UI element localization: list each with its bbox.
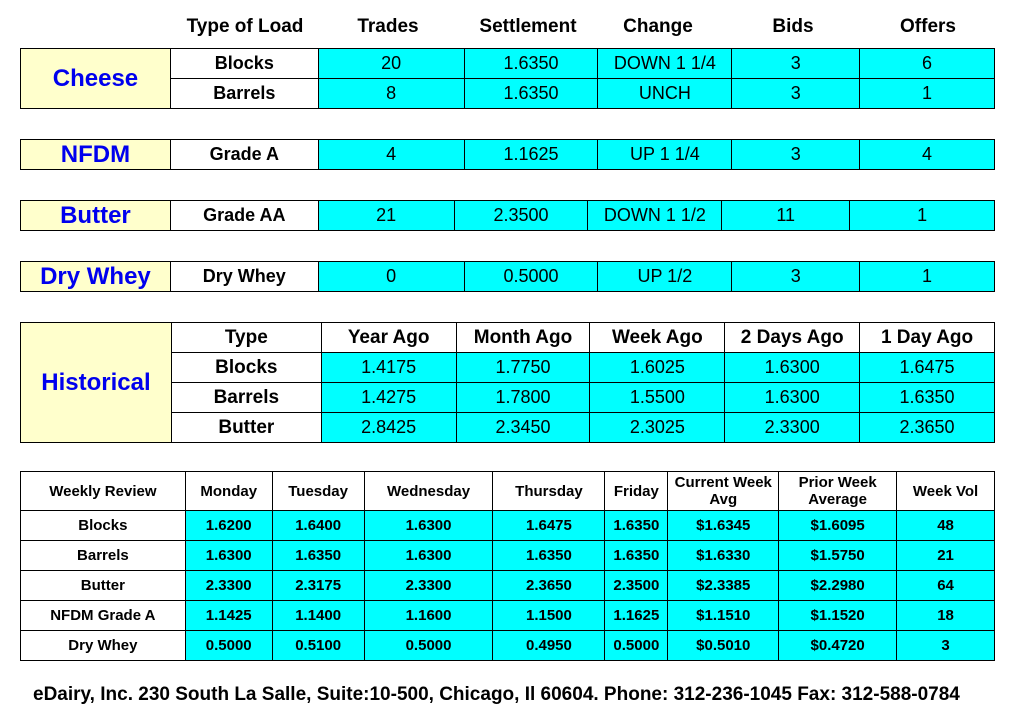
historical-header-week-ago: Week Ago bbox=[590, 323, 725, 353]
nfdm-trades: 4 bbox=[318, 140, 464, 170]
butter-trades: 21 bbox=[318, 201, 454, 231]
weekly-row bbox=[21, 631, 995, 661]
dry-whey-table bbox=[20, 261, 995, 292]
weekly-cell: 1.1400 bbox=[272, 601, 364, 631]
weekly-row bbox=[21, 571, 995, 601]
weekly-row bbox=[21, 541, 995, 571]
weekly-cell: 1.6300 bbox=[185, 541, 272, 571]
historical-cell: 1.5500 bbox=[590, 383, 725, 413]
weekly-row-label: Blocks bbox=[21, 511, 186, 541]
nfdm-type: Grade A bbox=[170, 140, 318, 170]
nfdm-table bbox=[20, 139, 995, 170]
dry-whey-settlement: 0.5000 bbox=[464, 262, 598, 292]
dry-whey-offers: 1 bbox=[860, 262, 995, 292]
cheese-barrels-change: UNCH bbox=[598, 79, 732, 109]
weekly-cell: 0.4950 bbox=[493, 631, 605, 661]
cheese-blocks-trades: 20 bbox=[318, 49, 464, 79]
weekly-row-label: NFDM Grade A bbox=[21, 601, 186, 631]
nfdm-change: UP 1 1/4 bbox=[598, 140, 732, 170]
weekly-cell: 1.6300 bbox=[364, 541, 493, 571]
weekly-cell: 1.1600 bbox=[364, 601, 493, 631]
weekly-row-label: Butter bbox=[21, 571, 186, 601]
historical-cell: 1.6025 bbox=[590, 353, 725, 383]
weekly-header-tuesday: Tuesday bbox=[272, 472, 364, 511]
weekly-cell: $1.1520 bbox=[779, 601, 897, 631]
weekly-cell: 1.6300 bbox=[364, 511, 493, 541]
historical-header-month-ago: Month Ago bbox=[456, 323, 590, 353]
weekly-cell: 0.5000 bbox=[185, 631, 272, 661]
weekly-cell: 0.5000 bbox=[364, 631, 493, 661]
historical-cell: 2.8425 bbox=[321, 413, 456, 443]
weekly-row bbox=[21, 511, 995, 541]
cheese-table bbox=[20, 48, 995, 109]
dry-whey-change: UP 1/2 bbox=[598, 262, 732, 292]
historical-row-label: Butter bbox=[171, 413, 321, 443]
weekly-header-week-vol: Week Vol bbox=[897, 472, 995, 511]
historical-label: Historical bbox=[21, 323, 172, 443]
butter-settlement: 2.3500 bbox=[454, 201, 588, 231]
historical-cell: 1.7800 bbox=[456, 383, 590, 413]
weekly-header-wednesday: Wednesday bbox=[364, 472, 493, 511]
weekly-cell: $1.6330 bbox=[668, 541, 779, 571]
cheese-barrels-trades: 8 bbox=[318, 79, 464, 109]
header-bids: Bids bbox=[772, 16, 814, 37]
weekly-cell: $2.3385 bbox=[668, 571, 779, 601]
cheese-label: Cheese bbox=[21, 49, 171, 109]
weekly-cell: 1.6350 bbox=[272, 541, 364, 571]
weekly-row-label: Barrels bbox=[21, 541, 186, 571]
weekly-cell: 2.3300 bbox=[185, 571, 272, 601]
historical-cell: 2.3025 bbox=[590, 413, 725, 443]
weekly-header-monday: Monday bbox=[185, 472, 272, 511]
weekly-cell: $1.1510 bbox=[668, 601, 779, 631]
historical-cell: 2.3300 bbox=[725, 413, 860, 443]
cheese-barrels-settlement: 1.6350 bbox=[464, 79, 598, 109]
historical-header-type: Type bbox=[171, 323, 321, 353]
footer-contact: eDairy, Inc. 230 South La Salle, Suite:10-500, Chicago, Il 60604. Phone: 312-236-1045 Fax: 312-588-0784 bbox=[33, 684, 960, 705]
weekly-cell: 1.6400 bbox=[272, 511, 364, 541]
weekly-cell: 2.3175 bbox=[272, 571, 364, 601]
weekly-cell: $1.6095 bbox=[779, 511, 897, 541]
weekly-cell: 2.3500 bbox=[605, 571, 668, 601]
header-change: Change bbox=[623, 16, 693, 37]
weekly-review-table bbox=[20, 471, 995, 661]
weekly-header-friday: Friday bbox=[605, 472, 668, 511]
weekly-header-thursday: Thursday bbox=[493, 472, 605, 511]
weekly-cell: 3 bbox=[897, 631, 995, 661]
historical-cell: 1.6350 bbox=[860, 383, 995, 413]
butter-bids: 11 bbox=[722, 201, 850, 231]
weekly-header-current-week-avg: Current Week Avg bbox=[668, 472, 779, 511]
weekly-cell: $0.5010 bbox=[668, 631, 779, 661]
weekly-cell: 0.5100 bbox=[272, 631, 364, 661]
historical-row-label: Blocks bbox=[171, 353, 321, 383]
butter-type: Grade AA bbox=[170, 201, 318, 231]
historical-header-1-day-ago: 1 Day Ago bbox=[860, 323, 995, 353]
cheese-blocks-offers: 6 bbox=[860, 49, 995, 79]
weekly-cell: 1.1625 bbox=[605, 601, 668, 631]
nfdm-label: NFDM bbox=[21, 140, 171, 170]
weekly-cell: 48 bbox=[897, 511, 995, 541]
weekly-cell: 1.6200 bbox=[185, 511, 272, 541]
cheese-blocks-settlement: 1.6350 bbox=[464, 49, 598, 79]
dry-whey-label: Dry Whey bbox=[21, 262, 171, 292]
weekly-row bbox=[21, 601, 995, 631]
cheese-barrels-offers: 1 bbox=[860, 79, 995, 109]
historical-cell: 2.3650 bbox=[860, 413, 995, 443]
weekly-cell: 1.6350 bbox=[493, 541, 605, 571]
weekly-row-label: Dry Whey bbox=[21, 631, 186, 661]
historical-cell: 1.6475 bbox=[860, 353, 995, 383]
weekly-cell: 1.6350 bbox=[605, 511, 668, 541]
historical-row-label: Barrels bbox=[171, 383, 321, 413]
historical-cell: 2.3450 bbox=[456, 413, 590, 443]
nfdm-bids: 3 bbox=[732, 140, 860, 170]
dry-whey-bids: 3 bbox=[732, 262, 860, 292]
header-settlement: Settlement bbox=[479, 16, 577, 37]
historical-header-year-ago: Year Ago bbox=[321, 323, 456, 353]
header-type-of-load: Type of Load bbox=[186, 16, 304, 37]
cheese-barrels-type: Barrels bbox=[170, 79, 318, 109]
weekly-cell: 1.6475 bbox=[493, 511, 605, 541]
historical-table bbox=[20, 322, 995, 443]
weekly-cell: 2.3650 bbox=[493, 571, 605, 601]
butter-offers: 1 bbox=[850, 201, 995, 231]
weekly-cell: $2.2980 bbox=[779, 571, 897, 601]
cheese-blocks-type: Blocks bbox=[170, 49, 318, 79]
historical-cell: 1.4275 bbox=[321, 383, 456, 413]
weekly-header-review: Weekly Review bbox=[21, 472, 186, 511]
weekly-cell: 2.3300 bbox=[364, 571, 493, 601]
weekly-cell: 21 bbox=[897, 541, 995, 571]
weekly-cell: 18 bbox=[897, 601, 995, 631]
weekly-cell: 1.1425 bbox=[185, 601, 272, 631]
historical-cell: 1.6300 bbox=[725, 353, 860, 383]
butter-change: DOWN 1 1/2 bbox=[588, 201, 722, 231]
butter-label: Butter bbox=[21, 201, 171, 231]
weekly-header-prior-week-average: Prior Week Average bbox=[779, 472, 897, 511]
weekly-cell: $1.6345 bbox=[668, 511, 779, 541]
dry-whey-trades: 0 bbox=[318, 262, 464, 292]
nfdm-offers: 4 bbox=[860, 140, 995, 170]
weekly-cell: 0.5000 bbox=[605, 631, 668, 661]
weekly-cell: $0.4720 bbox=[779, 631, 897, 661]
weekly-cell: $1.5750 bbox=[779, 541, 897, 571]
weekly-cell: 1.1500 bbox=[493, 601, 605, 631]
historical-cell: 1.7750 bbox=[456, 353, 590, 383]
butter-table bbox=[20, 200, 995, 231]
dry-whey-type: Dry Whey bbox=[170, 262, 318, 292]
historical-header-2-days-ago: 2 Days Ago bbox=[725, 323, 860, 353]
cheese-blocks-change: DOWN 1 1/4 bbox=[598, 49, 732, 79]
nfdm-settlement: 1.1625 bbox=[464, 140, 598, 170]
cheese-blocks-bids: 3 bbox=[732, 49, 860, 79]
historical-cell: 1.4175 bbox=[321, 353, 456, 383]
weekly-cell: 64 bbox=[897, 571, 995, 601]
weekly-cell: 1.6350 bbox=[605, 541, 668, 571]
header-offers: Offers bbox=[900, 16, 956, 37]
historical-cell: 1.6300 bbox=[725, 383, 860, 413]
header-trades: Trades bbox=[357, 16, 419, 37]
cheese-barrels-bids: 3 bbox=[732, 79, 860, 109]
